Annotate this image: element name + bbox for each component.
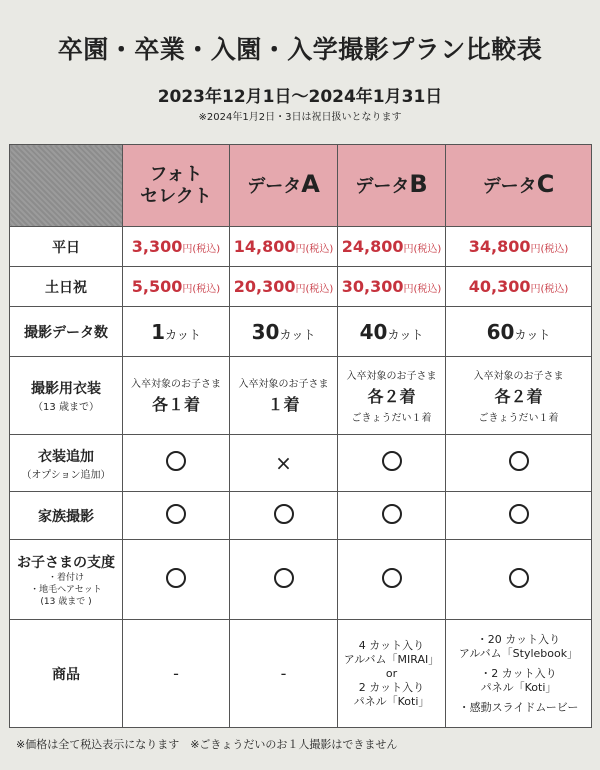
available-circle-icon (166, 451, 186, 471)
mark-cell (123, 435, 230, 492)
cut-unit: カット (279, 327, 316, 342)
costume-row (10, 357, 592, 435)
cut-count-cell (446, 307, 592, 357)
tax-label: 円(税込) (403, 284, 442, 295)
row-label-data-count: 撮影データ数 (10, 307, 123, 357)
price-value: 5,500 (131, 277, 183, 296)
available-circle-icon (382, 568, 402, 588)
mark-cell (446, 492, 592, 540)
prep-item-hair: ・地毛ヘアセット (30, 584, 102, 595)
row-label-sub: （オプション追加） (21, 469, 111, 481)
cut-count-cell (123, 307, 230, 357)
product-line: ・感動スライドムービー (458, 700, 579, 714)
tax-label: 円(税込) (530, 244, 569, 255)
tax-label: 円(税込) (182, 244, 221, 255)
price-cell (338, 267, 446, 307)
tax-label: 円(税込) (295, 244, 334, 255)
costume-add-row (10, 435, 592, 492)
row-label-holiday: 土日祝 (10, 267, 123, 307)
data-count-row (10, 307, 592, 357)
mark-cell (123, 492, 230, 540)
cut-unit: カット (514, 327, 551, 342)
available-circle-icon (382, 504, 402, 524)
product-line: or (385, 666, 398, 680)
price-value: 14,800 (233, 237, 296, 256)
price-cell (123, 227, 230, 267)
plan-name-letter: C (536, 170, 555, 198)
mark-cell (338, 435, 446, 492)
mark-cell (230, 435, 338, 492)
available-circle-icon (382, 451, 402, 471)
plan-comparison-table (9, 144, 592, 728)
tax-label: 円(税込) (295, 284, 334, 295)
header-row (10, 145, 592, 227)
mark-cell (338, 540, 446, 620)
price-cell (446, 267, 592, 307)
cut-unit: カット (387, 327, 424, 342)
price-value: 40,300 (468, 277, 531, 296)
row-label-product: 商品 (10, 620, 123, 728)
campaign-period: 2023年12月1日～2024年1月31日 (157, 87, 443, 107)
plan-comparison-table-wrapper (9, 144, 591, 728)
costume-target: 入卒対象のお子さま (238, 378, 329, 390)
price-cell (446, 227, 592, 267)
product-cell (123, 620, 230, 728)
costume-count: 各１着 (151, 394, 200, 414)
weekday-price-row (10, 227, 592, 267)
cut-count: 30 (251, 319, 280, 344)
cut-count: 1 (151, 319, 166, 344)
price-value: 30,300 (341, 277, 404, 296)
product-cell (230, 620, 338, 728)
product-cell-data-c (446, 620, 592, 728)
costume-target: 入卒対象のお子さま (473, 371, 564, 382)
row-label-text: お子さまの支度 (17, 554, 115, 571)
plan-name-prefix: データ (355, 176, 410, 197)
costume-cell (446, 357, 592, 435)
cut-count-cell (338, 307, 446, 357)
cut-count: 40 (359, 319, 388, 344)
footer-note: ※価格は全て税込表示になります ※ごきょうだいのお１人撮影はできません (16, 738, 398, 751)
plan-header-photo-select (123, 145, 230, 227)
available-circle-icon (509, 568, 529, 588)
plan-header-data-a (230, 145, 338, 227)
costume-sibling: ごきょうだい１着 (351, 413, 432, 424)
holiday-price-row (10, 267, 592, 307)
cut-count-cell (230, 307, 338, 357)
product-line: 4 カット入り (358, 638, 425, 652)
family-row (10, 492, 592, 540)
row-label-family: 家族撮影 (10, 492, 123, 540)
plan-name-line1: フォト (149, 163, 203, 185)
row-label-costume (10, 357, 123, 435)
row-label-weekday: 平日 (10, 227, 123, 267)
product-line: ・20 カット入り (476, 632, 561, 646)
price-cell (123, 267, 230, 307)
mark-cell (446, 540, 592, 620)
cut-count: 60 (486, 319, 515, 344)
price-value: 20,300 (233, 277, 296, 296)
row-label-text: 衣装追加 (38, 448, 94, 465)
plan-name-prefix: データ (482, 176, 537, 197)
costume-cell (338, 357, 446, 435)
available-circle-icon (274, 568, 294, 588)
plan-name-prefix: データ (247, 176, 302, 197)
plan-header-data-b (338, 145, 446, 227)
row-label-sub: （13 歳まで） (33, 402, 99, 413)
price-value: 34,800 (468, 237, 531, 256)
row-label-prep (10, 540, 123, 620)
costume-target: 入卒対象のお子さま (346, 371, 437, 382)
available-circle-icon (509, 451, 529, 471)
mark-cell (123, 540, 230, 620)
price-cell (230, 227, 338, 267)
prep-item-age: (13 歳まで ) (40, 596, 92, 607)
plan-name-letter: B (409, 170, 428, 198)
tax-label: 円(税込) (403, 244, 442, 255)
price-cell (338, 227, 446, 267)
product-row (10, 620, 592, 728)
row-label-costume-add (10, 435, 123, 492)
mark-cell (446, 435, 592, 492)
available-circle-icon (274, 504, 294, 524)
plan-header-data-c (446, 145, 592, 227)
mark-cell (338, 492, 446, 540)
mark-cell (230, 492, 338, 540)
header-corner (10, 145, 123, 227)
available-circle-icon (166, 504, 186, 524)
tax-label: 円(税込) (182, 284, 221, 295)
product-none: - (280, 664, 287, 683)
costume-count: １着 (267, 394, 300, 414)
costume-count: 各２着 (494, 387, 543, 406)
product-line: 2 カット入り (358, 680, 425, 694)
prep-item-kitsuke: ・着付け (47, 572, 84, 583)
product-line: パネル「Koti」 (353, 694, 430, 708)
tax-label: 円(税込) (530, 284, 569, 295)
costume-target: 入卒対象のお子さま (131, 378, 221, 390)
product-line: パネル「Koti」 (480, 680, 557, 694)
product-line: アルバム「Stylebook」 (458, 646, 579, 660)
product-cell-data-b (338, 620, 446, 728)
period-note: ※2024年1月2日・3日は祝日扱いとなります (198, 112, 402, 123)
product-line: ・2 カット入り (480, 666, 557, 680)
costume-cell (230, 357, 338, 435)
costume-sibling: ごきょうだい１着 (478, 413, 559, 424)
mark-cell (230, 540, 338, 620)
cut-unit: カット (165, 327, 201, 342)
page-title: 卒園・卒業・入園・入学撮影プラン比較表 (57, 35, 543, 64)
plan-name-letter: A (301, 170, 320, 198)
available-circle-icon (509, 504, 529, 524)
product-none: - (173, 664, 179, 683)
costume-cell (123, 357, 230, 435)
price-value: 3,300 (131, 237, 183, 256)
costume-count: 各２着 (367, 387, 416, 406)
unavailable-cross-icon: × (275, 451, 292, 475)
price-cell (230, 267, 338, 307)
prep-row (10, 540, 592, 620)
row-label-text: 撮影用衣装 (31, 381, 101, 397)
price-value: 24,800 (341, 237, 404, 256)
product-line: アルバム「MIRAI」 (343, 652, 440, 666)
plan-name-line2: セレクト (140, 185, 212, 207)
available-circle-icon (166, 568, 186, 588)
